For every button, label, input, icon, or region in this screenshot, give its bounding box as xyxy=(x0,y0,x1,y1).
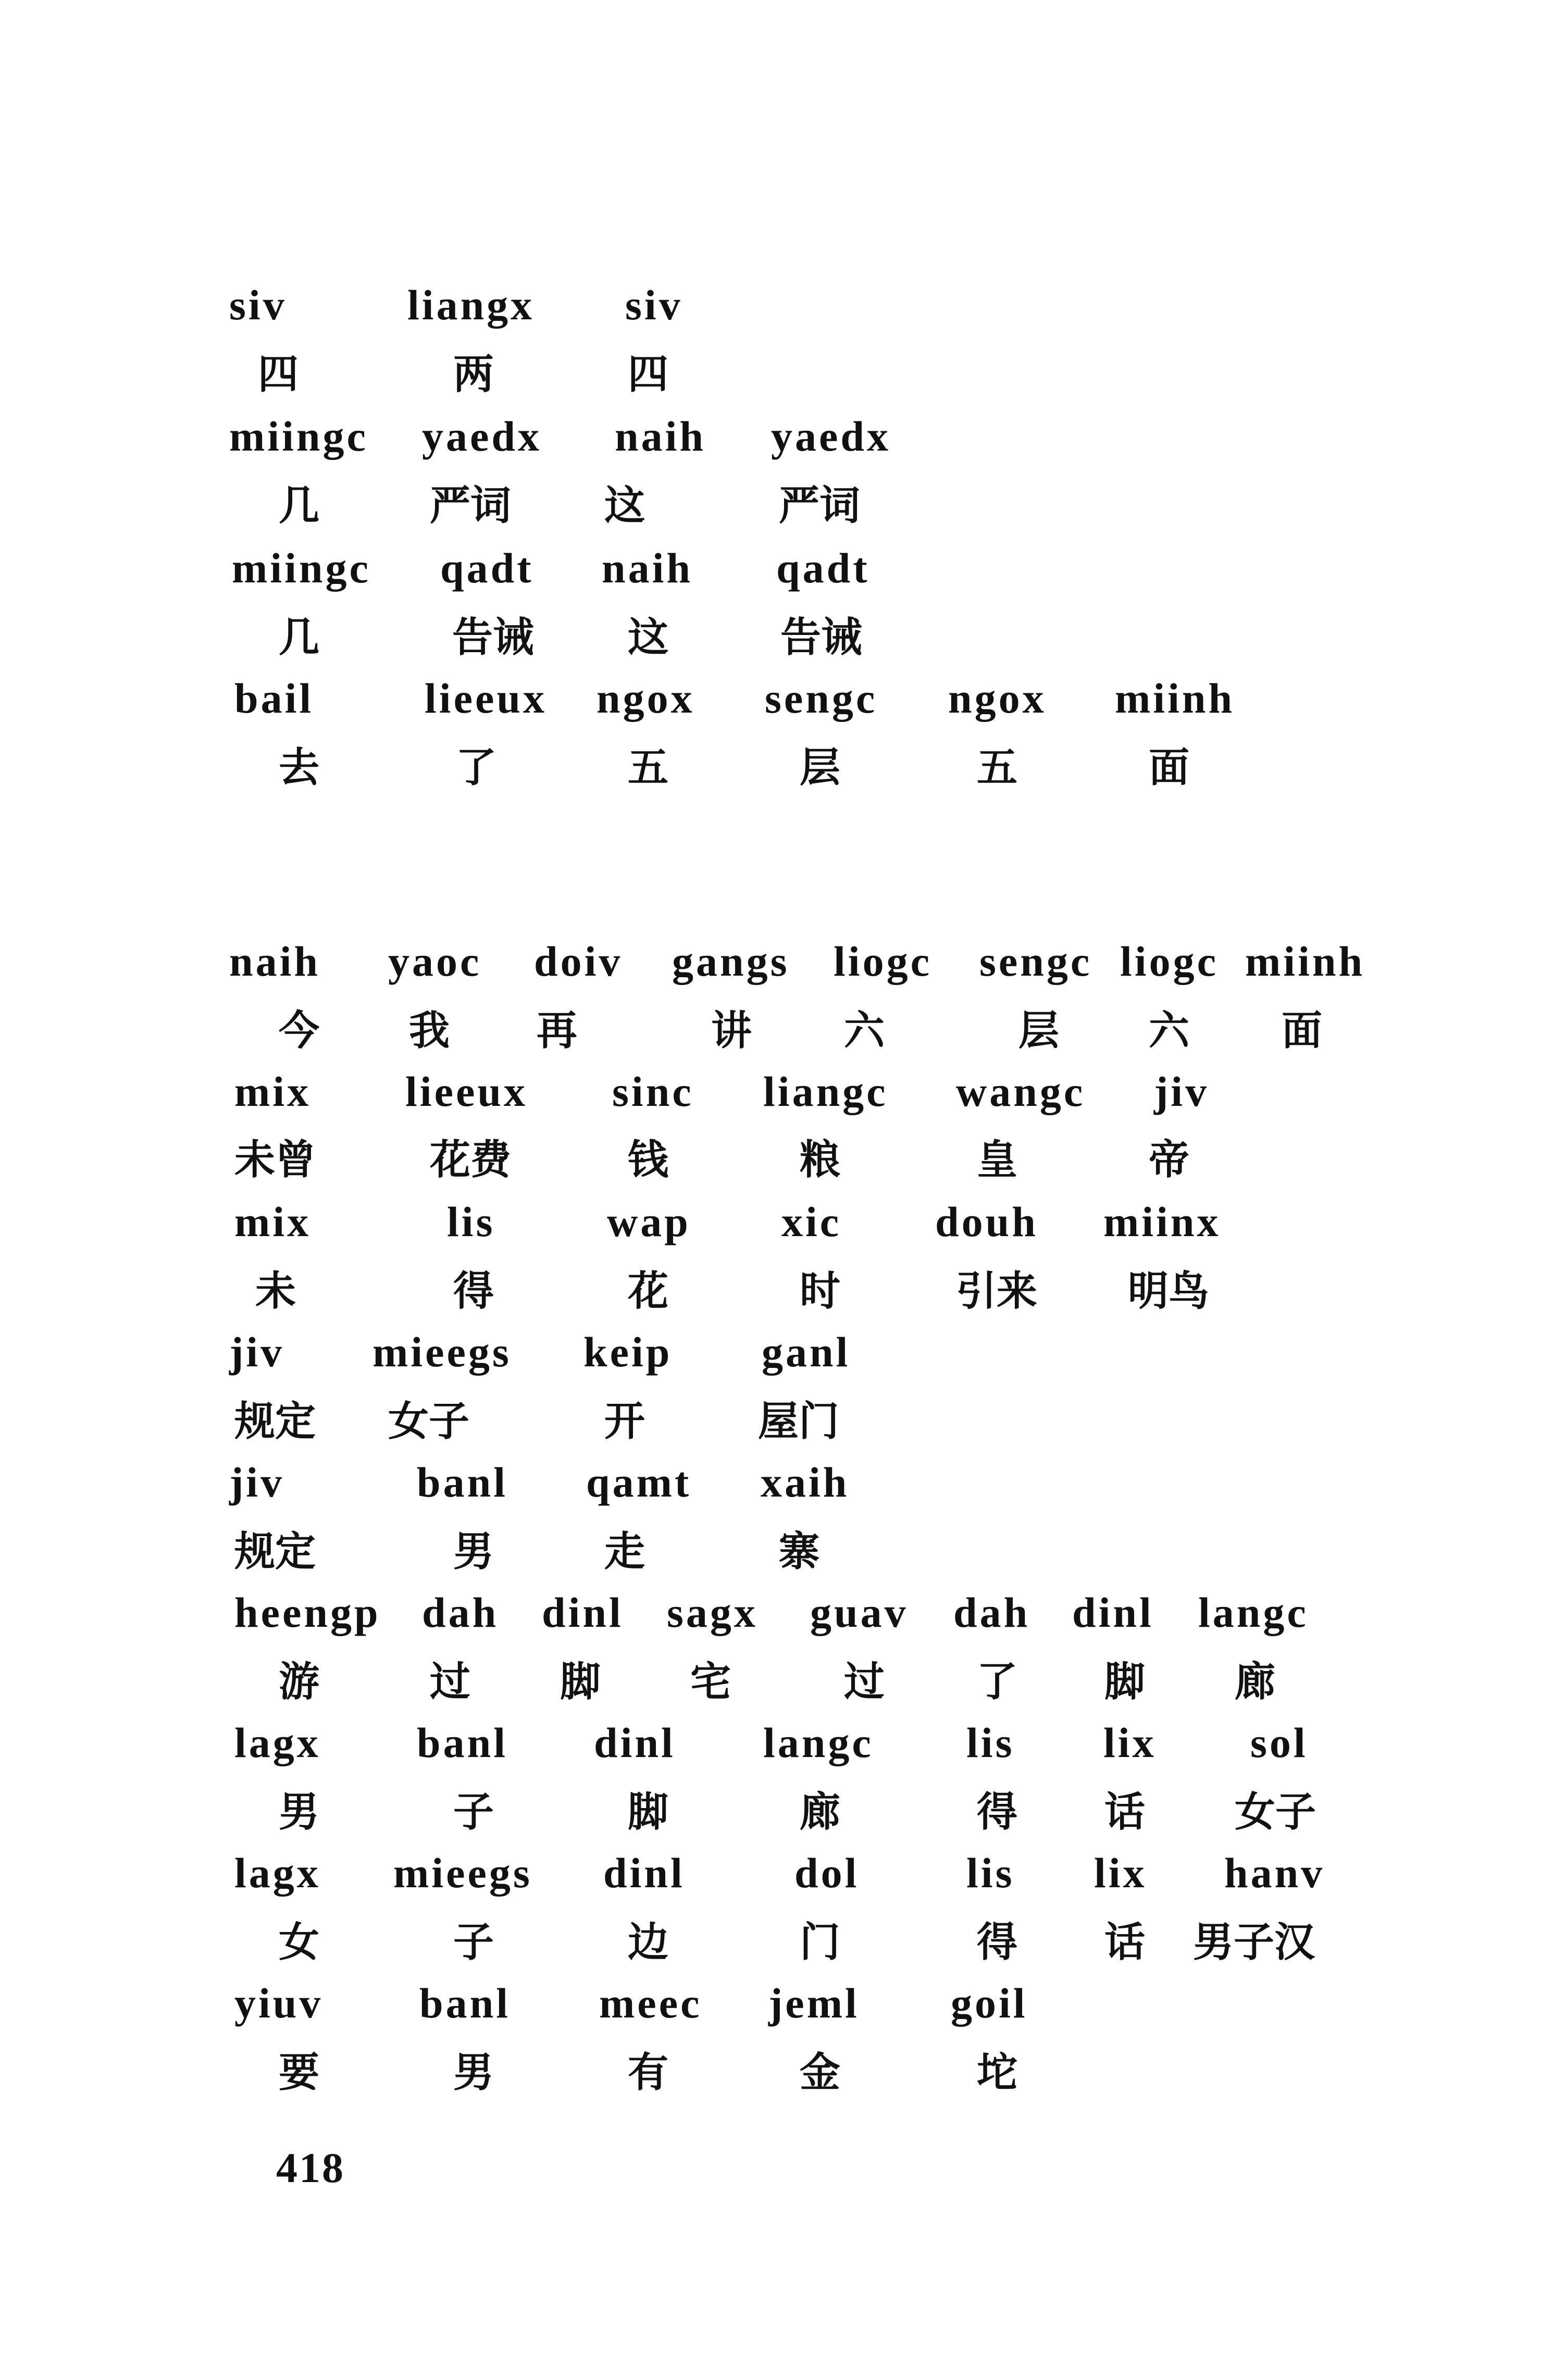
word: mieegs xyxy=(372,1328,512,1376)
word: 女 xyxy=(279,1919,320,1966)
word: qadt xyxy=(440,544,534,592)
word: 男 xyxy=(453,1528,494,1575)
word: 廊 xyxy=(800,1789,841,1836)
word: douh xyxy=(935,1198,1038,1245)
word: 屋门 xyxy=(758,1398,840,1445)
stanza2-line5-romanized xyxy=(0,1461,1541,1518)
word: 再 xyxy=(537,1007,578,1054)
word: yaoc xyxy=(388,938,482,985)
stanza2-line5-chinese xyxy=(0,1528,1541,1589)
word: 廊 xyxy=(1235,1659,1276,1705)
word: qadt xyxy=(776,544,870,592)
word: hanv xyxy=(1224,1849,1325,1897)
stanza2-line9-romanized xyxy=(0,1979,1541,2039)
word: dinl xyxy=(603,1849,685,1897)
word: 引来 xyxy=(956,1268,1038,1315)
word: 讲 xyxy=(711,1007,752,1054)
word: lix xyxy=(1094,1849,1147,1897)
word: 未 xyxy=(255,1268,296,1315)
word: 边 xyxy=(628,1919,669,1966)
word: 女子 xyxy=(388,1398,470,1445)
word: mix xyxy=(234,1068,312,1115)
word: banl xyxy=(417,1459,508,1506)
word: 了 xyxy=(977,1659,1018,1705)
word: wangc xyxy=(956,1068,1086,1115)
word: dah xyxy=(953,1589,1030,1636)
word: 走 xyxy=(604,1528,645,1575)
word: 时 xyxy=(800,1268,841,1315)
word: langc xyxy=(1198,1589,1309,1636)
word: 明鸟 xyxy=(1128,1268,1210,1315)
word: lis xyxy=(966,1719,1015,1766)
word: sol xyxy=(1250,1719,1308,1766)
word: langc xyxy=(763,1719,874,1766)
word: yiuv xyxy=(234,1979,324,2027)
word: miinh xyxy=(1115,675,1235,722)
word: 脚 xyxy=(1104,1659,1146,1705)
page-number: 418 xyxy=(276,2144,345,2191)
word: 男 xyxy=(453,2049,494,2096)
word: 面 xyxy=(1149,744,1190,791)
stanza2-line3-romanized xyxy=(0,1198,1541,1258)
word: miingc xyxy=(229,413,368,460)
stanza2-line7-romanized xyxy=(0,1719,1541,1779)
word: jeml xyxy=(768,1979,860,2027)
word: miinh xyxy=(1245,938,1365,985)
word: 了 xyxy=(456,744,497,791)
word: 有 xyxy=(628,2049,669,2096)
stanza2-line6-romanized xyxy=(0,1591,1541,1649)
stanza2-line7-chinese xyxy=(0,1789,1541,1849)
word: jiv xyxy=(1154,1068,1210,1115)
word: 得 xyxy=(453,1268,494,1315)
stanza1-line2-chinese xyxy=(0,482,1541,543)
word: 层 xyxy=(1018,1007,1060,1054)
word: 得 xyxy=(977,1919,1018,1966)
word: ganl xyxy=(762,1328,851,1376)
word: 女子 xyxy=(1235,1789,1316,1836)
word: 严词 xyxy=(430,482,512,529)
word: 两 xyxy=(453,351,494,398)
word: liangc xyxy=(763,1068,888,1115)
word: 要 xyxy=(279,2049,320,2096)
word: 开 xyxy=(604,1398,645,1445)
word: banl xyxy=(417,1719,508,1766)
word: wap xyxy=(607,1198,691,1245)
word: jiv xyxy=(229,1459,285,1506)
word: 四 xyxy=(628,351,669,398)
word: 得 xyxy=(977,1789,1018,1836)
stanza2-line9-chinese xyxy=(0,2049,1541,2110)
word: 游 xyxy=(279,1659,320,1705)
word: goil xyxy=(951,1979,1028,2027)
word: dinl xyxy=(594,1719,676,1766)
word: ngox xyxy=(596,675,695,722)
word: sagx xyxy=(667,1589,758,1636)
word: dinl xyxy=(542,1589,624,1636)
stanza2-line2-chinese xyxy=(0,1137,1541,1197)
word: 门 xyxy=(800,1919,841,1966)
word: 坨 xyxy=(977,2049,1018,2096)
word: liogc xyxy=(834,938,932,985)
stanza1-line1-chinese xyxy=(0,351,1541,412)
stanza2-line8-chinese xyxy=(0,1919,1541,1979)
word: 这 xyxy=(628,614,669,661)
word: liogc xyxy=(1120,938,1219,985)
stanza2-line8-romanized xyxy=(0,1849,1541,1909)
word: lis xyxy=(447,1198,495,1245)
word: 花费 xyxy=(430,1137,512,1183)
word: 五 xyxy=(977,744,1018,791)
word: 未曾 xyxy=(234,1137,316,1183)
word: guav xyxy=(810,1589,909,1636)
word: lis xyxy=(966,1849,1015,1897)
word: 子 xyxy=(453,1919,494,1966)
word: 粮 xyxy=(800,1137,841,1183)
word: 规定 xyxy=(234,1528,316,1575)
word: 层 xyxy=(800,744,841,791)
stanza2-line1-romanized xyxy=(0,940,1541,998)
word: lieeux xyxy=(425,675,547,722)
word: 话 xyxy=(1104,1919,1146,1966)
word: 钱 xyxy=(628,1137,669,1183)
word: 六 xyxy=(844,1007,885,1054)
word: mieegs xyxy=(393,1849,532,1897)
word: jiv xyxy=(229,1328,285,1376)
word: 帝 xyxy=(1149,1137,1190,1183)
word: naih xyxy=(229,938,320,985)
stanza2-line1-chinese xyxy=(0,1007,1541,1068)
stanza1-line3-chinese xyxy=(0,614,1541,675)
word: 严词 xyxy=(779,482,861,529)
word: 话 xyxy=(1104,1789,1146,1836)
word: 告诫 xyxy=(780,614,862,661)
word: heengp xyxy=(234,1589,381,1636)
word: siv xyxy=(625,281,683,329)
stanza1-line4-romanized xyxy=(0,677,1541,734)
word: lagx xyxy=(234,1849,321,1897)
word: 面 xyxy=(1282,1007,1323,1054)
stanza1-line3-romanized xyxy=(0,544,1541,604)
word: 今 xyxy=(279,1007,320,1054)
word: sengc xyxy=(765,675,878,722)
stanza2-line4-romanized xyxy=(0,1328,1541,1388)
word: lieeux xyxy=(405,1068,528,1115)
word: liangx xyxy=(407,281,535,329)
word: 规定 xyxy=(234,1398,316,1445)
stanza1-line4-chinese xyxy=(0,744,1541,805)
word: lix xyxy=(1103,1719,1157,1766)
word: 五 xyxy=(628,744,669,791)
word: 过 xyxy=(844,1659,885,1705)
word: doiv xyxy=(534,938,623,985)
word: naih xyxy=(615,413,706,460)
word: 告诫 xyxy=(452,614,534,661)
word: 男子汉 xyxy=(1193,1919,1315,1966)
word: 脚 xyxy=(560,1659,601,1705)
word: 男 xyxy=(279,1789,320,1836)
word: 这 xyxy=(604,482,645,529)
word: xaih xyxy=(761,1459,850,1506)
word: keip xyxy=(583,1328,673,1376)
stanza2-line2-romanized xyxy=(0,1070,1541,1128)
word: gangs xyxy=(672,938,790,985)
word: ngox xyxy=(948,675,1047,722)
word: banl xyxy=(419,1979,511,2027)
word: 花 xyxy=(628,1268,669,1315)
word: 金 xyxy=(800,2049,841,2096)
word: 几 xyxy=(279,614,320,661)
word: 寨 xyxy=(779,1528,820,1575)
stanza2-line4-chinese xyxy=(0,1398,1541,1459)
stanza1-line1-romanized xyxy=(0,281,1541,341)
word: 宅 xyxy=(690,1659,731,1705)
word: 皇 xyxy=(977,1137,1018,1183)
word: naih xyxy=(602,544,693,592)
stanza1-line2-romanized xyxy=(0,415,1541,472)
word: dol xyxy=(794,1849,860,1897)
word: dah xyxy=(422,1589,499,1636)
word: xic xyxy=(781,1198,842,1245)
word: mix xyxy=(234,1198,312,1245)
word: miingc xyxy=(232,544,371,592)
stanza2-line3-chinese xyxy=(0,1268,1541,1328)
word: meec xyxy=(599,1979,702,2027)
word: sengc xyxy=(979,938,1092,985)
word: dinl xyxy=(1072,1589,1154,1636)
word: 去 xyxy=(279,744,320,791)
stanza2-line6-chinese xyxy=(0,1659,1541,1719)
word: 子 xyxy=(453,1789,494,1836)
word: 脚 xyxy=(628,1789,669,1836)
word: 我 xyxy=(409,1007,450,1054)
word: bail xyxy=(234,675,314,722)
word: sinc xyxy=(612,1068,694,1115)
word: siv xyxy=(229,281,287,329)
word: yaedx xyxy=(422,413,542,460)
word: 四 xyxy=(258,351,299,398)
word: 过 xyxy=(430,1659,471,1705)
word: 六 xyxy=(1149,1007,1190,1054)
word: qamt xyxy=(586,1459,692,1506)
word: miinx xyxy=(1103,1198,1221,1245)
word: lagx xyxy=(234,1719,321,1766)
word: 几 xyxy=(279,482,320,529)
word: yaedx xyxy=(771,413,891,460)
